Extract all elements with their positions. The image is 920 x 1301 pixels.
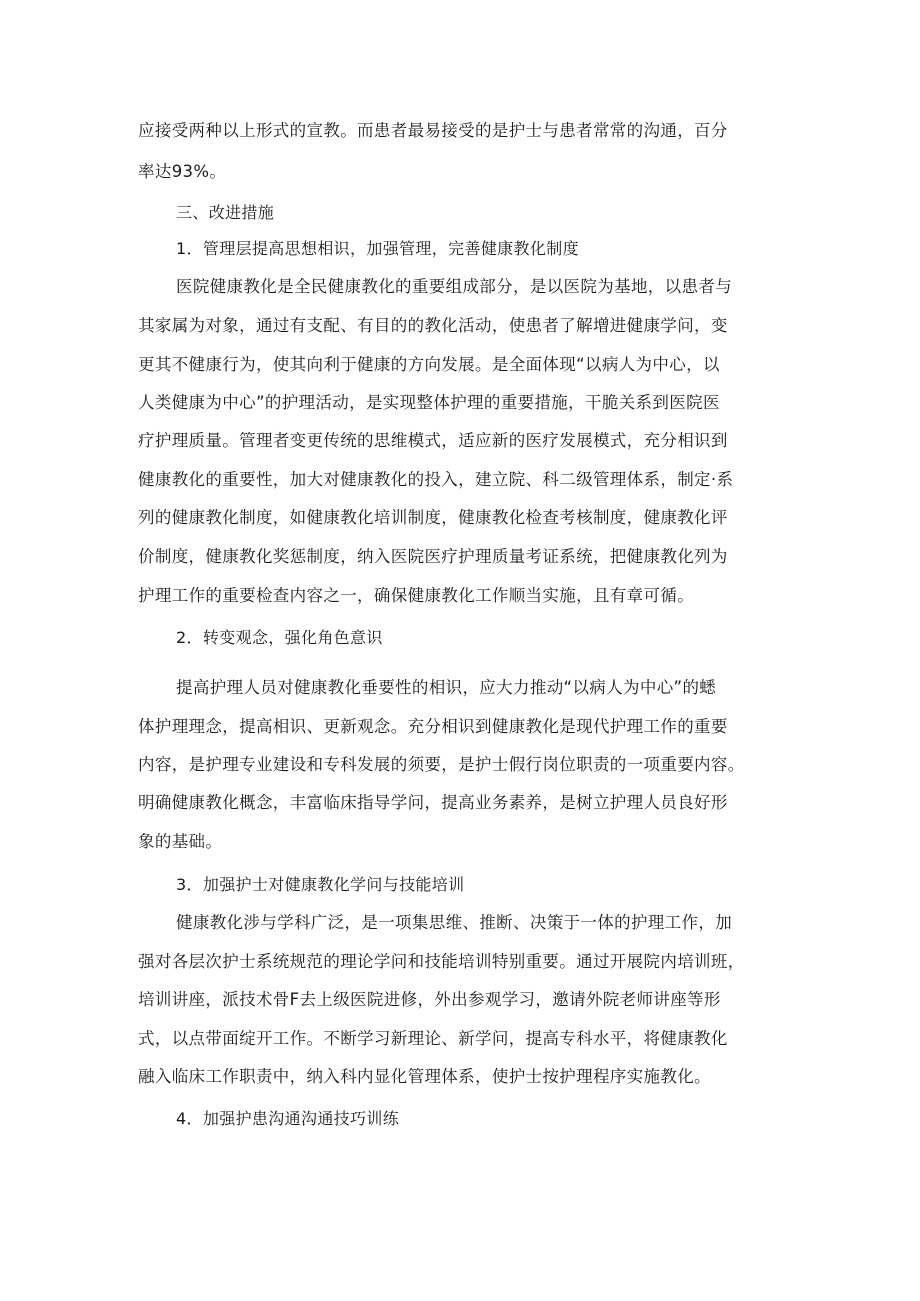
paragraph-line: 更其不健康行为，使其向利于健康的方向发展。是全面体现“以病人为中心，以	[138, 355, 720, 374]
paragraph-line: 率达93%。	[138, 162, 227, 181]
paragraph-line: 健康教化涉与学科广泛，是一项集思维、推断、决策于一体的护理工作，加	[176, 913, 733, 932]
paragraph-line: 列的健康教化制度，如健康教化培训制度，健康教化检查考核制度，健康教化评	[138, 508, 728, 527]
paragraph-line: 象的基础。	[138, 832, 223, 851]
subsection-heading: 2．转变观念，强化角色意识	[176, 628, 383, 647]
paragraph-line: 强对各层次护士系统规范的理论学问和技能培训特别重要。通过开展院内培训班，	[138, 952, 745, 971]
subsection-heading: 1．管理层提高思想相识，加强管理，完善健康教化制度	[176, 239, 579, 258]
paragraph-line: 应接受两种以上形式的宣教。而患者最易接受的是护士与患者常常的沟通，百分	[138, 121, 728, 140]
paragraph-line: 价制度，健康教化奖惩制度，纳入医院医疗护理质量考证系统，把健康教化列为	[138, 547, 728, 566]
paragraph-line: 护理工作的重要检查内容之一，确保健康教化工作顺当实施，且有章可循。	[138, 586, 695, 605]
paragraph-line: 健康教化的重要性，加大对健康教化的投入，建立院、科二级管理体系，制定·系	[138, 470, 734, 489]
paragraph-line: 人类健康为中心”的护理活动，是实现整体护理的重要措施，干脆关系到医院医	[138, 393, 720, 412]
paragraph-line: 提高护理人员对健康教化垂要性的相识，应大力推动“以病人为中心”的蟋	[176, 678, 717, 697]
paragraph-line: 疗护理质量。管理者变更传统的思维模式，适应新的医疗发展模式，充分相识到	[138, 431, 728, 450]
paragraph-line: 明确健康教化概念，丰富临床指导学问，提高业务素养，是树立护理人员良好形	[138, 793, 728, 812]
paragraph-line: 其家属为对象，通过有支配、有目的的教化活动，使患者了解增进健康学问，变	[138, 316, 728, 335]
paragraph-line: 融入临床工作职责中，纳入科内显化管理体系，使护士按护理程序实施教化。	[138, 1067, 711, 1086]
paragraph-line: 医院健康教化是全民健康教化的重要组成部分，是以医院为基地，以患者与	[176, 277, 733, 296]
section-heading: 三、改进措施	[176, 203, 275, 222]
paragraph-line: 体护理理念，提高相识、更新观念。充分相识到健康教化是现代护理工作的重要	[138, 717, 728, 736]
paragraph-line: 培训讲座，派技术骨F去上级医院进修，外出参观学习，邀请外院老师讲座等形	[138, 990, 721, 1009]
paragraph-line: 内容，是护理专业建设和专科发展的须要，是护士假行岗位职责的一项重要内容。	[138, 755, 745, 774]
paragraph-line: 式，以点带面绽开工作。不断学习新理论、新学问，提高专科水平，将健康教化	[138, 1029, 728, 1048]
subsection-heading: 4．加强护患沟通沟通技巧训练	[176, 1109, 400, 1128]
subsection-heading: 3．加强护士对健康教化学问与技能培训	[176, 875, 465, 894]
